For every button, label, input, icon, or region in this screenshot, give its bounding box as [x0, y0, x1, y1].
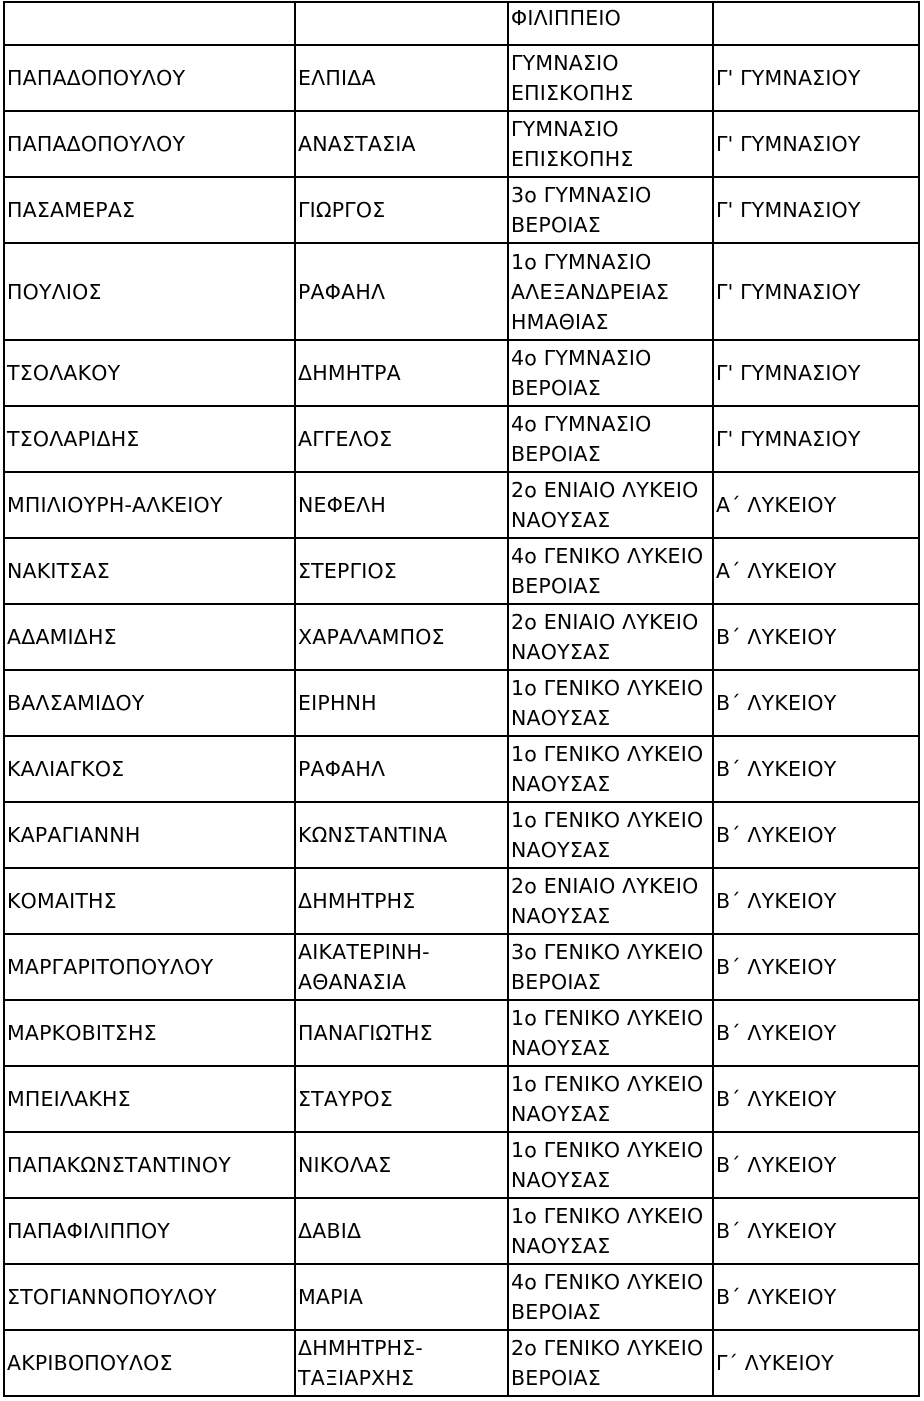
class-cell: Β΄ ΛΥΚΕΙΟΥ — [713, 1066, 919, 1132]
name-cell: ΜΑΡΙΑ — [295, 1264, 508, 1330]
class-cell: Β΄ ΛΥΚΕΙΟΥ — [713, 736, 919, 802]
school-cell: 2ο ΕΝΙΑΙΟ ΛΥΚΕΙΟ ΝΑΟΥΣΑΣ — [508, 604, 713, 670]
name-cell: ΠΑΝΑΓΙΩΤΗΣ — [295, 1000, 508, 1066]
school-cell: ΓΥΜΝΑΣΙΟ ΕΠΙΣΚΟΠΗΣ — [508, 111, 713, 177]
name-cell: ΑΓΓΕΛΟΣ — [295, 406, 508, 472]
class-cell: Γ' ΓΥΜΝΑΣΙΟΥ — [713, 406, 919, 472]
surname-cell: ΚΟΜΑΙΤΗΣ — [4, 868, 295, 934]
students-table-body — [4, 2, 919, 1396]
school-cell: 1ο ΓΕΝΙΚΟ ΛΥΚΕΙΟ ΝΑΟΥΣΑΣ — [508, 802, 713, 868]
surname-cell: ΠΑΠΑΦΙΛΙΠΠΟΥ — [4, 1198, 295, 1264]
name-cell: ΔΑΒΙΔ — [295, 1198, 508, 1264]
table-row — [4, 1000, 919, 1066]
school-cell: 1ο ΓΕΝΙΚΟ ΛΥΚΕΙΟ ΝΑΟΥΣΑΣ — [508, 1000, 713, 1066]
name-cell: ΔΗΜΗΤΡΗΣ — [295, 868, 508, 934]
class-cell: Γ΄ ΛΥΚΕΙΟΥ — [713, 1330, 919, 1396]
school-cell: 1ο ΓΥΜΝΑΣΙΟ ΑΛΕΞΑΝΔΡΕΙΑΣ ΗΜΑΘΙΑΣ — [508, 243, 713, 340]
school-cell: 3ο ΓΥΜΝΑΣΙΟ ΒΕΡΟΙΑΣ — [508, 177, 713, 243]
school-cell: 2ο ΕΝΙΑΙΟ ΛΥΚΕΙΟ ΝΑΟΥΣΑΣ — [508, 472, 713, 538]
name-cell: ΡΑΦΑΗΛ — [295, 243, 508, 340]
surname-cell: ΚΑΛΙΑΓΚΟΣ — [4, 736, 295, 802]
class-cell: Β΄ ΛΥΚΕΙΟΥ — [713, 934, 919, 1000]
name-cell: ΑΝΑΣΤΑΣΙΑ — [295, 111, 508, 177]
surname-cell: ΠΑΠΑΚΩΝΣΤΑΝΤΙΝΟΥ — [4, 1132, 295, 1198]
table-row — [4, 670, 919, 736]
surname-cell: ΠΑΠΑΔΟΠΟΥΛΟΥ — [4, 111, 295, 177]
table-row — [4, 406, 919, 472]
name-cell — [295, 2, 508, 45]
class-cell: Γ' ΓΥΜΝΑΣΙΟΥ — [713, 177, 919, 243]
class-cell: Β΄ ΛΥΚΕΙΟΥ — [713, 604, 919, 670]
class-cell: Β΄ ΛΥΚΕΙΟΥ — [713, 1264, 919, 1330]
class-cell: Β΄ ΛΥΚΕΙΟΥ — [713, 868, 919, 934]
surname-cell: ΑΔΑΜΙΔΗΣ — [4, 604, 295, 670]
name-cell: ΔΗΜΗΤΡΗΣ-ΤΑΞΙΑΡΧΗΣ — [295, 1330, 508, 1396]
surname-cell: ΠΑΠΑΔΟΠΟΥΛΟΥ — [4, 45, 295, 111]
table-row — [4, 243, 919, 340]
school-cell: 1ο ΓΕΝΙΚΟ ΛΥΚΕΙΟ ΝΑΟΥΣΑΣ — [508, 1066, 713, 1132]
table-row — [4, 934, 919, 1000]
school-cell: 1ο ΓΕΝΙΚΟ ΛΥΚΕΙΟ ΝΑΟΥΣΑΣ — [508, 736, 713, 802]
name-cell: ΣΤΑΥΡΟΣ — [295, 1066, 508, 1132]
class-cell: Β΄ ΛΥΚΕΙΟΥ — [713, 1132, 919, 1198]
name-cell: ΕΛΠΙΔΑ — [295, 45, 508, 111]
surname-cell: ΣΤΟΓΙΑΝΝΟΠΟΥΛΟΥ — [4, 1264, 295, 1330]
name-cell: ΡΑΦΑΗΛ — [295, 736, 508, 802]
school-cell: ΦΙΛΙΠΠΕΙΟ — [508, 2, 713, 45]
class-cell — [713, 2, 919, 45]
table-row — [4, 1264, 919, 1330]
class-cell: Γ' ΓΥΜΝΑΣΙΟΥ — [713, 111, 919, 177]
table-row — [4, 340, 919, 406]
table-row — [4, 45, 919, 111]
class-cell: Β΄ ΛΥΚΕΙΟΥ — [713, 1000, 919, 1066]
name-cell: ΝΙΚΟΛΑΣ — [295, 1132, 508, 1198]
surname-cell — [4, 2, 295, 45]
table-row — [4, 868, 919, 934]
table-row — [4, 472, 919, 538]
surname-cell: ΤΣΟΛΑΚΟΥ — [4, 340, 295, 406]
school-cell: 1ο ΓΕΝΙΚΟ ΛΥΚΕΙΟ ΝΑΟΥΣΑΣ — [508, 670, 713, 736]
surname-cell: ΠΑΣΑΜΕΡΑΣ — [4, 177, 295, 243]
class-cell: Γ' ΓΥΜΝΑΣΙΟΥ — [713, 45, 919, 111]
name-cell: ΕΙΡΗΝΗ — [295, 670, 508, 736]
school-cell: 4ο ΓΥΜΝΑΣΙΟ ΒΕΡΟΙΑΣ — [508, 406, 713, 472]
surname-cell: ΒΑΛΣΑΜΙΔΟΥ — [4, 670, 295, 736]
table-row — [4, 538, 919, 604]
surname-cell: ΜΠΙΛΙΟΥΡΗ-ΑΛΚΕΙΟΥ — [4, 472, 295, 538]
surname-cell: ΜΑΡΓΑΡΙΤΟΠΟΥΛΟΥ — [4, 934, 295, 1000]
school-cell: 2ο ΕΝΙΑΙΟ ΛΥΚΕΙΟ ΝΑΟΥΣΑΣ — [508, 868, 713, 934]
table-row — [4, 111, 919, 177]
school-cell: 4ο ΓΕΝΙΚΟ ΛΥΚΕΙΟ ΒΕΡΟΙΑΣ — [508, 538, 713, 604]
name-cell: ΚΩΝΣΤΑΝΤΙΝΑ — [295, 802, 508, 868]
name-cell: ΔΗΜΗΤΡΑ — [295, 340, 508, 406]
table-row — [4, 1132, 919, 1198]
table-row — [4, 604, 919, 670]
surname-cell: ΜΑΡΚΟΒΙΤΣΗΣ — [4, 1000, 295, 1066]
class-cell: Β΄ ΛΥΚΕΙΟΥ — [713, 1198, 919, 1264]
name-cell: ΧΑΡΑΛΑΜΠΟΣ — [295, 604, 508, 670]
class-cell: Β΄ ΛΥΚΕΙΟΥ — [713, 802, 919, 868]
class-cell: Α΄ ΛΥΚΕΙΟΥ — [713, 538, 919, 604]
surname-cell: ΠΟΥΛΙΟΣ — [4, 243, 295, 340]
class-cell: Γ' ΓΥΜΝΑΣΙΟΥ — [713, 243, 919, 340]
name-cell: ΓΙΩΡΓΟΣ — [295, 177, 508, 243]
table-row — [4, 177, 919, 243]
table-row — [4, 1066, 919, 1132]
table-row — [4, 1330, 919, 1396]
surname-cell: ΝΑΚΙΤΣΑΣ — [4, 538, 295, 604]
class-cell: Γ' ΓΥΜΝΑΣΙΟΥ — [713, 340, 919, 406]
school-cell: 3ο ΓΕΝΙΚΟ ΛΥΚΕΙΟ ΒΕΡΟΙΑΣ — [508, 934, 713, 1000]
school-cell: ΓΥΜΝΑΣΙΟ ΕΠΙΣΚΟΠΗΣ — [508, 45, 713, 111]
school-cell: 4ο ΓΕΝΙΚΟ ΛΥΚΕΙΟ ΒΕΡΟΙΑΣ — [508, 1264, 713, 1330]
surname-cell: ΚΑΡΑΓΙΑΝΝΗ — [4, 802, 295, 868]
table-row — [4, 2, 919, 45]
table-row — [4, 736, 919, 802]
school-cell: 1ο ΓΕΝΙΚΟ ΛΥΚΕΙΟ ΝΑΟΥΣΑΣ — [508, 1198, 713, 1264]
table-row — [4, 1198, 919, 1264]
school-cell: 4ο ΓΥΜΝΑΣΙΟ ΒΕΡΟΙΑΣ — [508, 340, 713, 406]
school-cell: 2ο ΓΕΝΙΚΟ ΛΥΚΕΙΟ ΒΕΡΟΙΑΣ — [508, 1330, 713, 1396]
name-cell: ΑΙΚΑΤΕΡΙΝΗ-ΑΘΑΝΑΣΙΑ — [295, 934, 508, 1000]
surname-cell: ΤΣΟΛΑΡΙΔΗΣ — [4, 406, 295, 472]
name-cell: ΝΕΦΕΛΗ — [295, 472, 508, 538]
class-cell: Β΄ ΛΥΚΕΙΟΥ — [713, 670, 919, 736]
name-cell: ΣΤΕΡΓΙΟΣ — [295, 538, 508, 604]
school-cell: 1ο ΓΕΝΙΚΟ ΛΥΚΕΙΟ ΝΑΟΥΣΑΣ — [508, 1132, 713, 1198]
students-table — [3, 1, 920, 1397]
surname-cell: ΜΠΕΙΛΑΚΗΣ — [4, 1066, 295, 1132]
surname-cell: ΑΚΡΙΒΟΠΟΥΛΟΣ — [4, 1330, 295, 1396]
table-row — [4, 802, 919, 868]
class-cell: Α΄ ΛΥΚΕΙΟΥ — [713, 472, 919, 538]
